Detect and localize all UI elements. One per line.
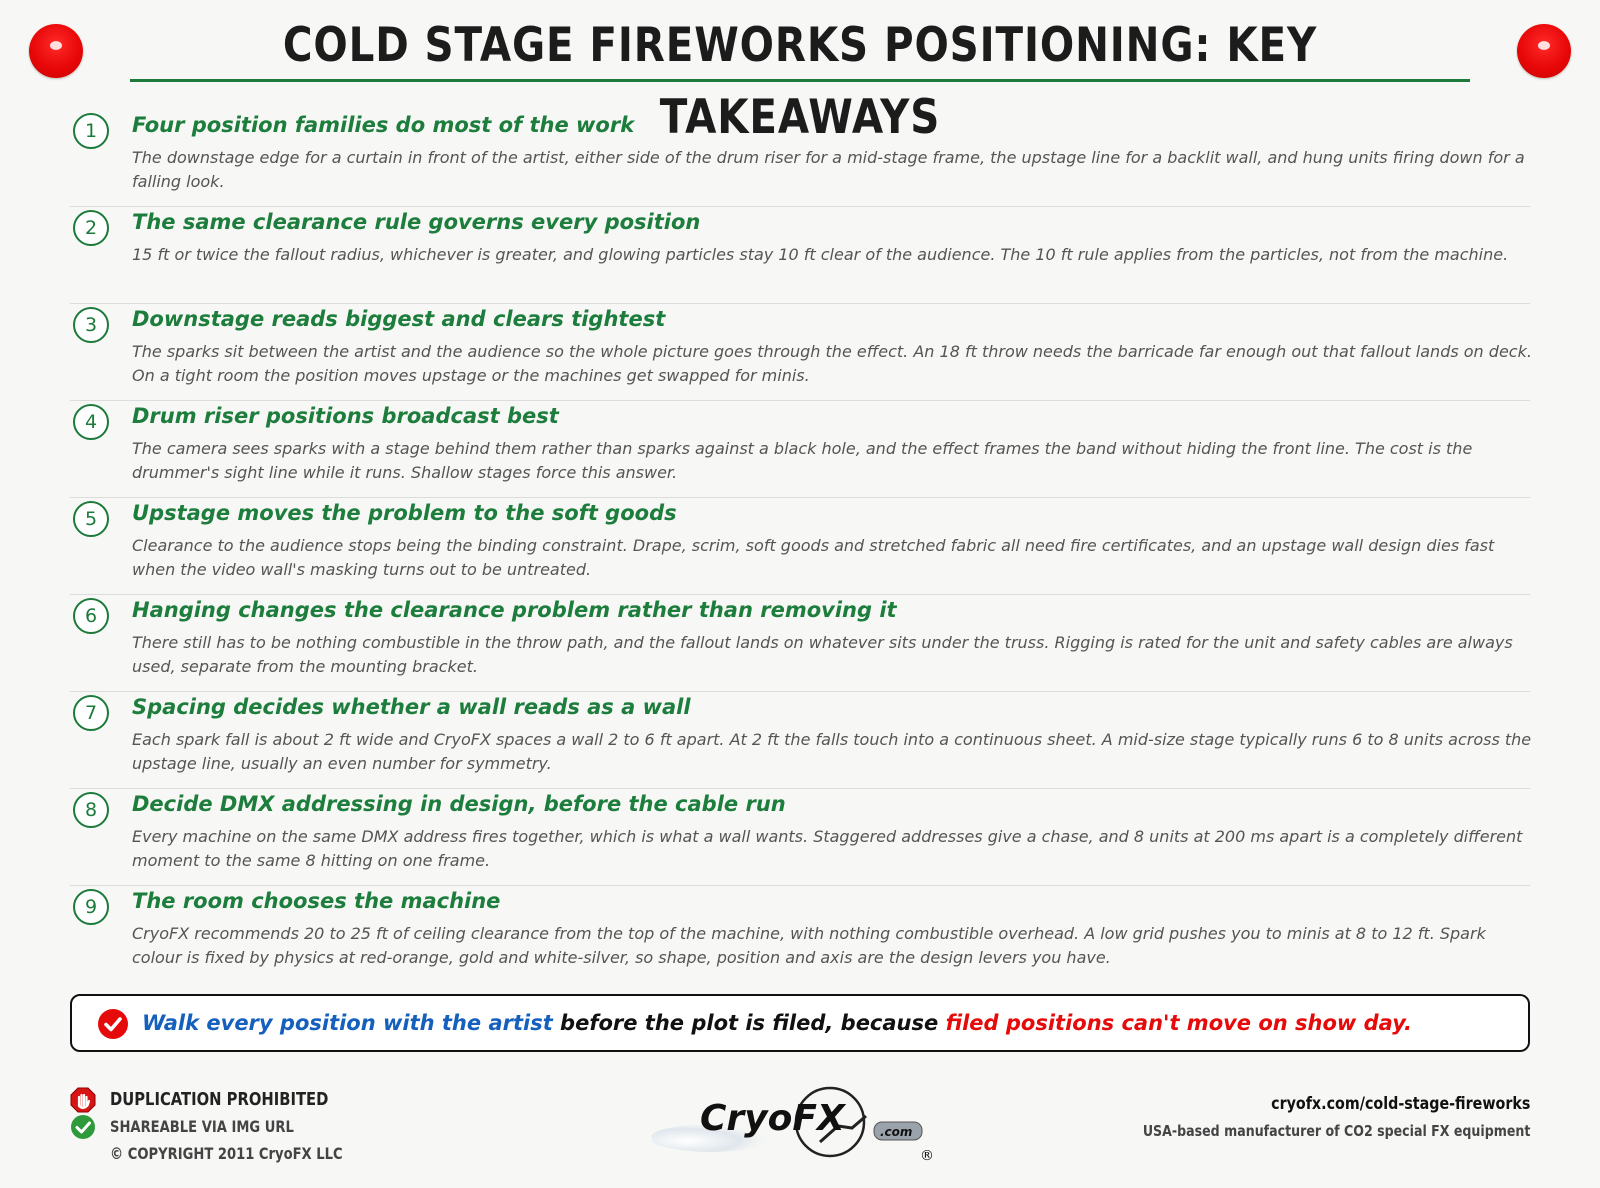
list-item [70,692,1530,789]
item-body: Clearance to the audience stops being the binding constraint. Drape, scrim, soft goods and stretched fabric all need fire certificates, and an upstage wall design dies fast when the video wall's masking turns out to be untreated. [132,536,1495,579]
item-heading: Downstage reads biggest and clears tightest [132,307,666,331]
green-check-icon [70,1114,96,1140]
list-item [70,886,1530,982]
shareable-notice: SHAREABLE VIA IMG URL [110,1117,294,1136]
footer-url[interactable]: cryofx.com/cold-stage-fireworks [1270,1094,1530,1114]
item-heading: Hanging changes the clearance problem rather than removing it [132,598,897,622]
item-number: 2 [73,210,109,246]
item-body: The downstage edge for a curtain in front of the artist, either side of the drum riser for a mid-stage frame, the upstage line for a backlit wall, and hung units firing down for a falling look. [132,148,1525,191]
item-heading: Spacing decides whether a wall reads as a wall [132,695,691,719]
callout-middle: before the plot is filed, because [552,1011,946,1035]
duplication-notice: DUPLICATION PROHIBITED [110,1089,329,1110]
item-heading: Decide DMX addressing in design, before the cable run [132,792,786,816]
footer-tagline: USA-based manufacturer of CO2 special FX equipment [1142,1122,1530,1140]
item-number: 4 [73,404,109,440]
red-check-icon [98,1009,128,1039]
item-heading: Drum riser positions broadcast best [132,404,559,428]
copyright-notice: © COPYRIGHT 2011 CryoFX LLC [110,1144,343,1163]
item-body: Each spark fall is about 2 ft wide and CryoFX spaces a wall 2 to 6 ft apart. At 2 ft the falls touch into a continuous sheet. A mid-size stage typically runs 6 to 8 units across the upstage line, usually an even number for symmetry. [132,730,1532,773]
list-item [70,595,1530,692]
item-body: The camera sees sparks with a stage behind them rather than sparks against a black hole, and the effect frames the band without hiding the front line. The cost is the drummer's sight line while it runs. Shallow stages force this answer. [132,439,1473,482]
item-number: 5 [73,501,109,537]
item-number: 3 [73,307,109,343]
item-body: The sparks sit between the artist and the audience so the whole picture goes through the effect. An 18 ft throw needs the barricade far enough out that fallout lands on deck. On a tight room the position moves upstage or the machines get swapped for minis. [132,342,1532,385]
item-body: There still has to be nothing combustible in the throw path, and the fallout lands on whatever sits under the truss. Rigging is rated for the unit and safety cables are always used, separate from the mounting bracket. [132,633,1513,676]
title-underline [130,79,1470,82]
item-number: 8 [73,792,109,828]
takeaways-list [70,110,1530,982]
list-item [70,401,1530,498]
svg-text:CryoFX: CryoFX [700,1098,845,1139]
page-title: COLD STAGE FIREWORKS POSITIONING: KEY TAKEAWAYS [282,18,1318,145]
callout-text [142,996,1412,1050]
callout-box [70,994,1530,1052]
list-item [70,498,1530,595]
list-item [70,304,1530,401]
item-heading: Four position families do most of the work [132,113,635,137]
svg-text:.com: .com [880,1125,913,1139]
item-body: Every machine on the same DMX address fires together, which is what a wall wants. Staggered addresses give a chase, and 8 units at 200 ms apart is a completely different moment to the same 8 hitting on one frame. [132,827,1523,870]
callout-highlight: Walk every position with the artist [142,1011,553,1035]
item-number: 9 [73,889,109,925]
footer-right [1069,1094,1530,1140]
item-body: CryoFX recommends 20 to 25 ft of ceiling clearance from the top of the machine, with nothing combustible overhead. A low grid pushes you to minis at 8 to 12 ft. Spark colour is fixed by physics at red-orange, gold and white-silver, so shape, position and axis are the design levers you have. [132,924,1486,967]
item-number: 6 [73,598,109,634]
item-heading: The same clearance rule governs every position [132,210,701,234]
list-item [70,789,1530,886]
item-number: 7 [73,695,109,731]
callout-warning: filed positions can't move on show day. [945,1011,1412,1035]
item-heading: Upstage moves the problem to the soft goods [132,501,677,525]
cryofx-logo [652,1070,952,1170]
list-item [70,110,1530,207]
item-number: 1 [73,113,109,149]
red-dot-icon [1517,24,1571,78]
list-item [70,207,1530,304]
item-body: 15 ft or twice the fallout radius, whichever is greater, and glowing particles stay 10 ft clear of the audience. The 10 ft rule applies from the particles, not from the machine. [132,245,1509,264]
red-dot-icon [29,24,83,78]
stop-hand-icon [70,1087,96,1113]
svg-text:®: ® [920,1148,934,1164]
item-heading: The room chooses the machine [132,889,501,913]
